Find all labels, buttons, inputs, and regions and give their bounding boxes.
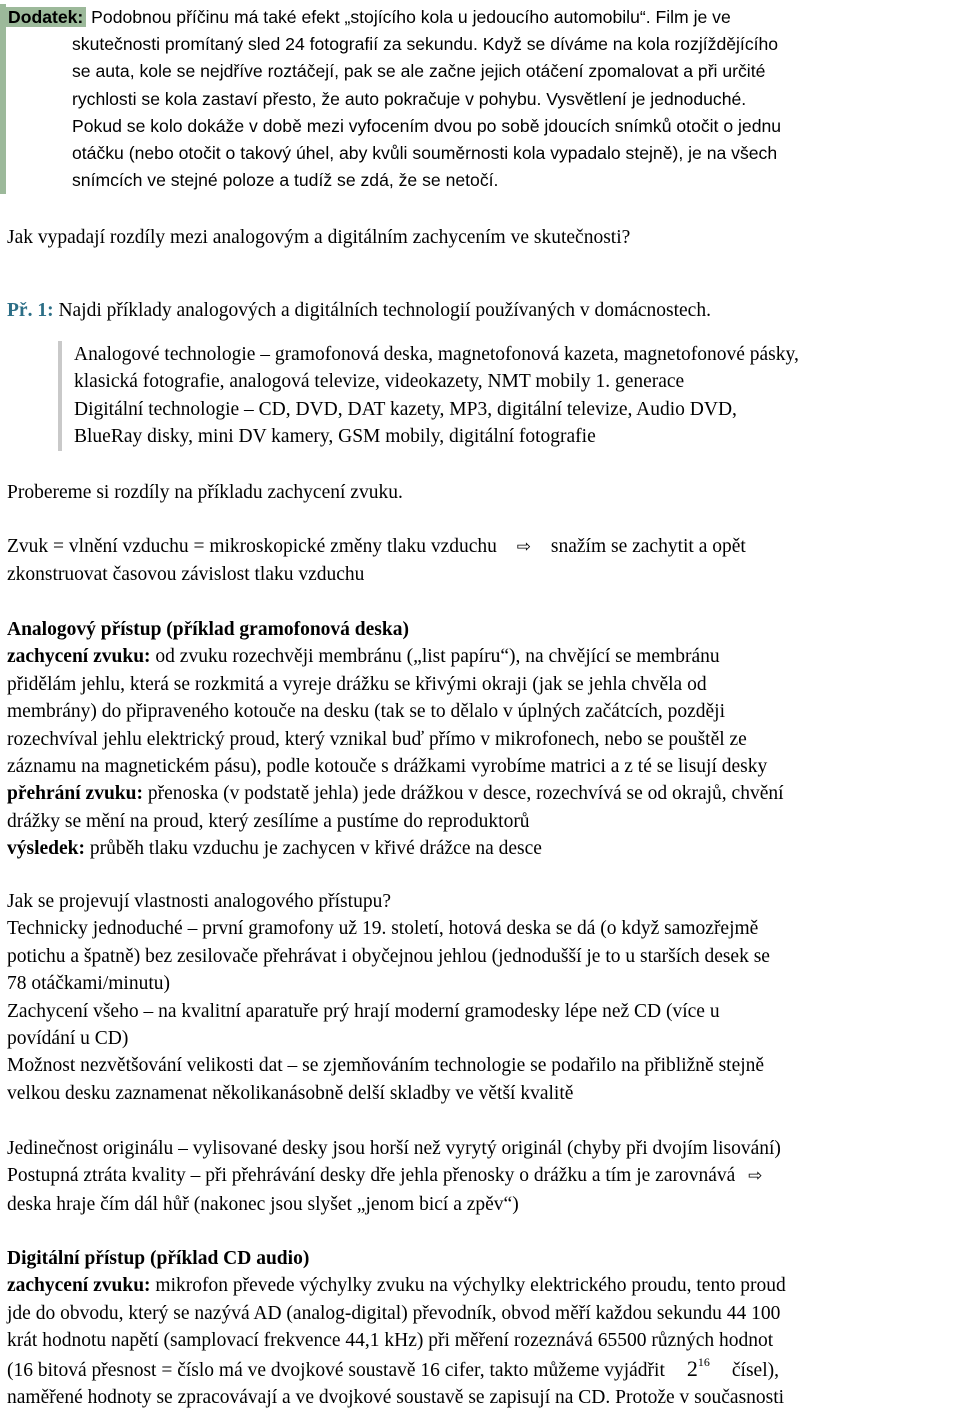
property-line: 78 otáčkami/minutu) xyxy=(7,973,171,995)
analog-capture-text: rozechvíval jehlu elektrický proud, který vznikal buď přímo v mikrofonech, nebo se pouštěl ze xyxy=(7,728,747,750)
digital-capture-text: krát hodnotu napětí (samplovací frekvence 44,1 kHz) při měření rozeznává 65500 různých hodnot xyxy=(7,1330,774,1352)
digital-heading: Digitální přístup (příklad CD audio) xyxy=(7,1248,310,1269)
intro-paragraph xyxy=(7,479,957,506)
property-line: Technicky jednoduché – první gramofony už 19. století, hotová deska se dá (o když samozřejmě xyxy=(7,918,759,940)
digital-capture-text: jde do obvodu, který se nazývá AD (analog-digital) převodník, obvod měří každou sekundu 44 100 xyxy=(7,1302,781,1324)
addendum-line: se auta, kole se nejdříve roztáčejí, pak se ale začne jejich otáčení zpomalovat a při určité xyxy=(72,61,766,82)
analog-heading: Analogový přístup (příklad gramofonová deska) xyxy=(7,619,409,640)
sound-goal-text: snažím se zachytit a opět xyxy=(550,536,746,557)
sound-definition xyxy=(7,533,957,589)
power-exponent: 16 xyxy=(697,1354,710,1369)
digital-capture-text: (16 bitová přesnost = číslo má ve dvojkové soustavě 16 cifer, takto můžeme vyjádřit xyxy=(7,1359,665,1381)
addendum-line: otáčku (nebo otočit o takový úhel, aby kvůli souměrnosti kola vypadalo stejně), je na všech xyxy=(72,143,778,164)
properties-section xyxy=(7,888,957,1107)
property-line: Možnost nezvětšování velikosti dat – se zjemňováním technologie se podařilo na přibližně stejně xyxy=(7,1055,765,1077)
sound-goal-text: zkonstruovat časovou závislost tlaku vzduchu xyxy=(7,564,365,586)
analog-capture-text: záznamu na magnetickém pásu), podle kotouče s drážkami vyrobíme matrici a z té se lisují desky xyxy=(7,756,768,778)
digital-capture-text: naměřené hodnoty se zpracovávají a ve dvojkové soustavě se zapisují na CD. Protože v současnosti xyxy=(7,1387,785,1409)
property-line: Jedinečnost originálu – vylisované desky jsou horší než vyrytý originál (chyby při dvojím lisování) xyxy=(7,1138,781,1159)
addendum-line: snímcích ve stejné poloze a tudíž se zdá, že se netočí. xyxy=(72,170,499,191)
technology-line: Digitální technologie – CD, DVD, DAT kazety, MP3, digitální televize, Audio DVD, xyxy=(74,398,737,420)
addendum-line: skutečnosti promítaný sled 24 fotografií za sekundu. Když se díváme na kola rozjíždějícího xyxy=(72,34,779,55)
properties-question: Jak se projevují vlastnosti analogového přístupu? xyxy=(7,891,391,912)
addendum-tag: Dodatek: xyxy=(6,7,86,27)
implies-arrow-icon: ⇨ xyxy=(748,1166,763,1187)
example-label: Př. 1: xyxy=(7,300,54,321)
analog-capture-text: membrány) do připraveného kotouče na desku (tak se to dělalo v úplných začátcích, později xyxy=(7,701,725,723)
digital-capture-text: mikrofon převede výchylky zvuku na výchylky elektrického proudu, tento proud xyxy=(150,1275,786,1297)
technologies-box xyxy=(58,341,958,451)
question-text: Jak vypadají rozdíly mezi analogovým a digitálním zachycením ve skutečnosti? xyxy=(7,227,631,248)
capture-label: zachycení zvuku: xyxy=(7,1275,151,1297)
property-line: povídání u CD) xyxy=(7,1028,129,1050)
analog-result-text: průběh tlaku vzduchu je zachycen v křivé drážce na desce xyxy=(85,838,542,860)
digital-capture-text: čísel), xyxy=(731,1359,779,1381)
sound-definition-text: Zvuk = vlnění vzduchu = mikroskopické změny tlaku vzduchu xyxy=(7,536,497,557)
property-line: potichu a špatně) bez zesilovače přehrávat i obyčejnou jehlou (jednodušší je to u starších desek se xyxy=(7,945,770,967)
property-line: deska hraje čím dál hůř (nakonec jsou slyšet „jenom bicí a zpěv“) xyxy=(7,1193,519,1215)
capture-label: zachycení zvuku: xyxy=(7,646,151,668)
property-line: Zachycení všeho – na kvalitní aparatuře prý hrají moderní gramodesky lépe než CD (více u xyxy=(7,1000,720,1022)
analog-capture-text: přidělám jehlu, která se rozkmitá a vyreje drážku se křivými okraji (jak se jehla chvěla od xyxy=(7,673,707,695)
example-paragraph xyxy=(7,297,957,324)
power-base: 2 xyxy=(686,1355,698,1381)
technology-line: Analogové technologie – gramofonová deska, magnetofonová kazeta, magnetofonové pásky, xyxy=(74,344,799,365)
addendum-line: rychlosti se kola zastaví přesto, že auto pokračuje v pohybu. Vysvětlení je jednoduché. xyxy=(72,88,747,109)
technology-line: klasická fotografie, analogová televize, videokazety, NMT mobily 1. generace xyxy=(74,371,685,393)
implies-arrow-icon: ⇨ xyxy=(516,537,532,557)
properties-section-2 xyxy=(7,1135,957,1218)
playback-label: přehrání zvuku: xyxy=(7,783,143,805)
analog-playback-text: přenoska (v podstatě jehla) jede drážkou v desce, rozechvívá se od okrajů, chvění xyxy=(142,783,784,805)
example-text: Najdi příklady analogových a digitálních technologií používaných v domácnostech. xyxy=(53,300,711,321)
intro-text: Probereme si rozdíly na příkladu zachycení zvuku. xyxy=(7,482,403,503)
digital-section xyxy=(7,1245,957,1411)
addendum-line: Pokud se kolo dokáže v době mezi vyfocením dvou po sobě jdoucích snímků otočit o jednu xyxy=(72,115,782,136)
question-paragraph xyxy=(7,224,957,251)
addendum-line: Podobnou příčinu má také efekt „stojícího kola u jedoucího automobilu“. Film je ve xyxy=(91,7,731,27)
property-line: Postupná ztráta kvality – při přehrávání desky dře jehla přenosky o drážku a tím je zarovnává xyxy=(7,1165,736,1187)
analog-section xyxy=(7,616,957,863)
analog-playback-text: drážky se mění na proud, který zesílíme a pustíme do reproduktorů xyxy=(7,810,530,832)
property-line: velkou desku zaznamenat několikanásobně delší skladby ve větší kvalitě xyxy=(7,1082,574,1104)
technology-line: BlueRay disky, mini DV kamery, GSM mobily, digitální fotografie xyxy=(74,426,596,448)
result-label: výsledek: xyxy=(7,838,85,860)
analog-capture-text: od zvuku rozechvěji membránu („list papíru“), na chvějící se membránu xyxy=(150,646,720,668)
addendum-note xyxy=(0,4,948,194)
